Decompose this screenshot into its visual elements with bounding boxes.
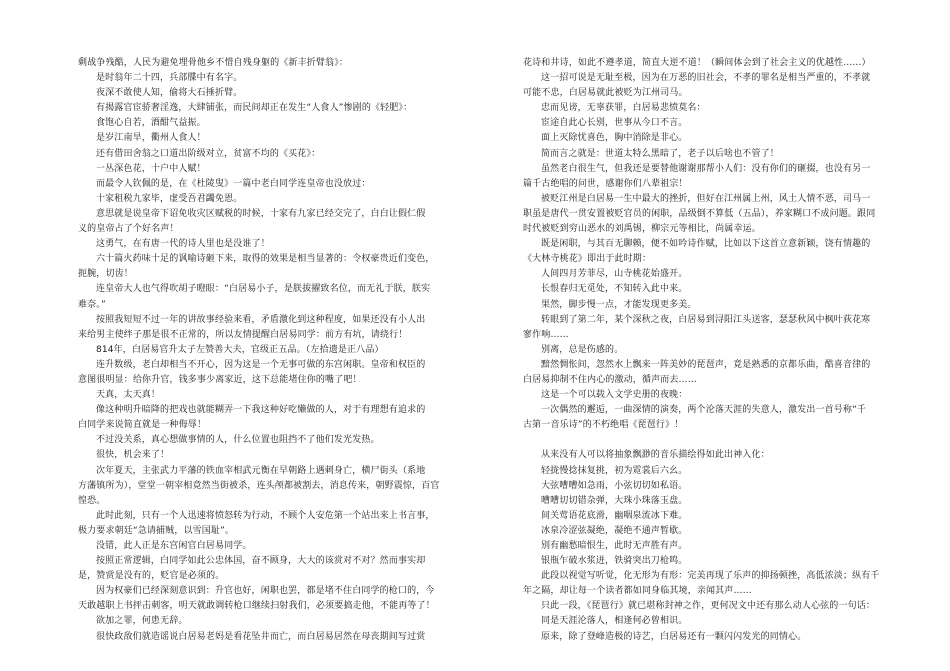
text-line: 冰泉冷涩弦凝绝，凝绝不通声暂歇。 [541,525,688,536]
text-line: 面上灭除忧喜色，胸中消除是非心。 [541,133,688,144]
text-line: 间关莺语花底滑，幽咽泉流冰下难。 [541,510,688,521]
text-line: 花诗和井诗，如此不遵孝道，简直大逆不道！（瞬间体会到了社会主义的优越性……） [523,58,871,68]
text-line: 篇千古绝唱的问世，感谢你们八辈祖宗！ [523,178,688,189]
text-line: 而最令人钦佩的是，在《杜陵叟》一篇中老白同学连皇帝也没放过： [96,178,371,189]
text-line: 是时翁年二十四，兵部牒中有名字。 [96,73,243,84]
text-line: 因为权豪们已经深刻意识到：升官也好，闲职也罢，都是堵不住白同学的枪口的，今 [96,586,435,597]
text-line: 嘈嘈切切错杂弹，大珠小珠落玉盘。 [541,495,688,506]
text-line: 难奈。” [78,299,106,310]
text-line: 白居易抑制不住内心的激动，循声而去…… [523,374,697,385]
text-line: 年之隔，却让每一个读者都如同身临其境，亲闻其声…… [523,586,752,597]
text-line: 没错，此人正是东宫闲官白居易同学。 [96,541,252,551]
text-line: 很快政敌们就造谣说白居易老妈是看花坠井而亡，而白居易居然在母丧期间写过赏 [96,631,426,642]
text-line: 意图很明显：给你升官，钱多事少离家近，这下总能堵住你的嘴了吧！ [78,374,362,385]
text-line: 还有借田舍翁之口道出阶级对立，贫富不均的《买花》： [96,148,321,159]
text-line: 银瓶乍破水浆迸，铁骑突出刀枪鸣。 [541,556,688,567]
text-line: 按照我短短不过一年的讲故事经验来看，矛盾激化到这种程度，如果还没有小人出 [96,314,426,325]
text-line: 意思就是说皇帝下诏免收灾区赋税的时候，十家有九家已经交完了，白白让假仁假 [96,208,426,219]
text-line: 天真，太天真！ [96,390,161,401]
text-line: 六十篇火药味十足的讽喻诗砸下来，取得的效果是相当显著的：令权豪贵近们变色， [96,254,435,265]
text-line: 像这种明升暗降的把戏也就能糊弄一下我这种好吃懒做的人，对于有理想有追求的 [96,405,426,416]
text-line: 来给男主使绊子那是很不正常的，所以友情提醒白居易同学：前方有坑，请绕行！ [78,329,408,340]
text-line: 食饱心自若，酒酣气益振。 [96,118,206,129]
text-line: 人间四月芳菲尽，山寺桃花始盛开。 [541,269,688,280]
text-line [523,433,925,448]
text-line: 寥作响…… [523,329,569,340]
text-line: 义的皇帝占了个好名声！ [78,224,179,235]
text-line: 一次偶然的邂逅，一曲深情的演奏，两个沦落天涯的失意人，激发出一首号称“千 [541,405,867,416]
text-line: 古第一音乐诗”的不朽绝唱《琵琶行》！ [523,420,684,431]
text-line: 时代被贬到穷山恶水的刘禹锡，柳宗元等相比，尚属幸运。 [523,224,761,235]
text-line: 宦途自此心长别，世事从今口不言。 [541,118,688,129]
text-line: 黯然惆怅间，忽然水上飘来一阵美妙的琵琶声，竟是熟悉的京都乐曲，酷喜音律的 [541,359,871,370]
text-line: 轻拢慢捻抹复挑，初为霓裳后六幺。 [541,465,688,476]
text-line: 连升数级，老白却相当不开心，因为这是一个无事可做的东宫闲职。皇帝和权臣的 [96,359,426,370]
text-line: 同是天涯沦落人，相逢何必曾相识。 [541,616,688,627]
text-line: 有揭露官宦骄奢淫逸，大肆铺张，而民间却正在发生“人食人”惨剧的《轻肥》： [96,103,413,114]
text-line: 职虽是唐代一贯安置被贬官员的闲职，品级倒不算低（五品），养家糊口不成问题。跟同 [523,208,876,219]
text-line: 这勇气，在有唐一代的诗人里也是没谁了！ [96,239,270,250]
text-line: 果然，脚步慢一点，才能发现更多美。 [541,299,697,310]
text-line: 欲加之罪，何患无辞。 [96,616,188,627]
text-line: 虽然老白很生气，但我还是要替他谢谢那帮小人们：没有你们的砸掇，也没有另一 [541,163,871,174]
text-line: 剩战争残酷，人民为避免埋骨他乡不惜自残身躯的《新丰折臂翁》： [78,58,349,68]
text-line: 既是闲职，与其百无聊赖，便不如吟诗作赋，比如以下这首立意新颖，饶有情趣的 [541,239,871,250]
right-text-column [523,56,925,645]
text-line: 别离，总是伤感的。 [541,344,624,355]
text-line: 可能不忠，白居易就此被贬为江州司马。 [523,88,688,99]
text-line: 这一招可说是无耻至极，因为在万恶的旧社会，不孝的罪名是相当严重的，不孝就 [541,73,871,84]
text-line: 被贬江州是白居易一生中最大的挫折，但好在江州属上州，风土人情不恶，司马一 [541,193,871,204]
text-line: 只此一段，《琵琶行》就已堪称封神之作，更何况文中还有那么动人心弦的一句话： [541,601,876,612]
text-line: 十家租税九家毕，虚受吾君蠲免恩。 [96,193,243,204]
text-line: 从来没有人可以将抽象飘渺的音乐描绘得如此出神入化： [541,450,770,461]
text-line: 是岁江南旱，衢州人食人！ [96,133,206,144]
text-line: 是，赞赏是没有的，贬官是必须的。 [78,571,225,582]
left-text-column [78,56,478,645]
text-line: 《大林寺桃花》即出于此时期： [523,254,652,265]
text-line: 大弦嘈嘈如急雨，小弦切切如私语。 [541,480,688,491]
text-line: 按照正常逻辑，白同学如此公忠体国，奋不顾身，大大的该赏对不对？然而事实却 [96,556,426,567]
text-line: 一丛深色花，十户中人赋！ [96,163,206,174]
text-line: 原来，除了登峰造极的诗艺，白居易还有一颗闪闪发光的同情心。 [541,631,807,642]
text-line: 此段以视觉写听觉，化无形为有形：完美再现了乐声的抑扬顿挫，高低浓淡；纵有千 [541,571,880,582]
text-line: 这是一个可以载入文学史册的夜晚： [541,390,688,401]
text-line: 方藩镇所为），堂堂一朝宰相竟然当街被杀，连头颅都被割去，消息传来，朝野震惊，百官 [78,480,440,491]
text-line: 连皇帝大人也气得吹胡子瞪眼：“白居易小子，是朕拔擢致名位，而无礼于朕，朕实 [96,284,431,295]
text-line: 夜深不敢使人知，偷将大石捶折臂。 [96,88,243,99]
text-line: 白同学来说简直就是一种侮辱！ [78,420,207,431]
text-line: 扼腕，切齿！ [78,269,133,280]
text-line: 长恨春归无觅处，不知转入此中来。 [541,284,688,295]
text-line: 别有幽愁暗恨生，此时无声胜有声。 [541,541,688,551]
text-line: 此时此刻，只有一个人迅速将愤怒转为行动，不顾个人安危第一个站出来上书言事， [96,510,435,521]
text-line: 惶恐。 [78,495,106,506]
text-line: 简而言之就是：世道太特么黑暗了，老子以后啥也不管了！ [541,148,779,159]
text-line: 很快，机会来了！ [96,450,170,461]
text-line: 次年夏天，主张武力平藩的铁血宰相武元衡在早朝路上遇刺身亡，横尸街头（系地 [96,465,426,476]
text-line: 814年，白居易官升太子左赞善大夫，官级正五品。（左拾遗是正八品） [96,344,384,355]
text-line: 忠而见谤，无辜获罪，白居易悲愤莫名： [541,103,706,114]
text-line: 极力要求朝廷“急请捕贼，以雪国耻”。 [78,525,235,536]
text-line: 天敢越职上书抨击刺客，明天就敢调转枪口继续扫射我们，必须要搞走他，不能再等了！ [78,601,435,612]
text-line: 不过没关系，真心想做事情的人，什么位置也阻挡不了他们发光发热。 [96,435,380,446]
text-line: 转眼到了第二年，某个深秋之夜，白居易到浔阳江头送客，瑟瑟秋风中枫叶荻花寒 [541,314,871,325]
